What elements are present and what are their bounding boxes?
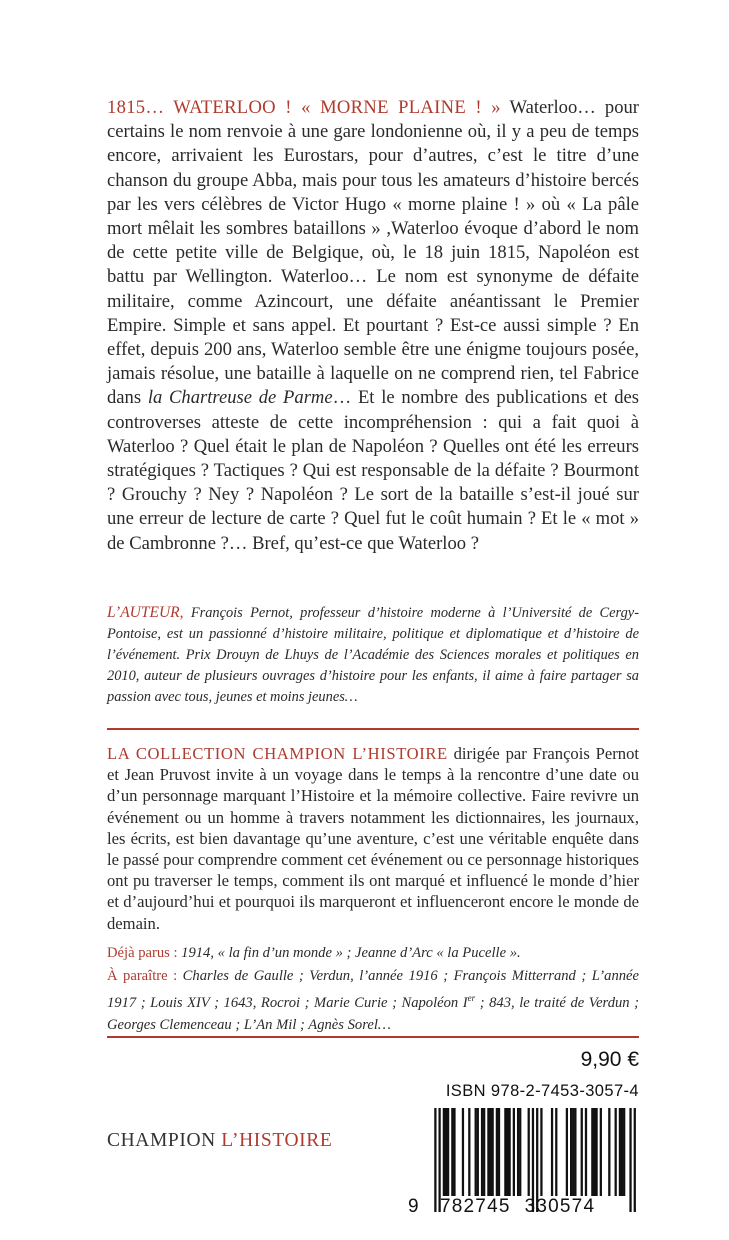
barcode-bar (477, 1108, 479, 1196)
barcode-bar (555, 1108, 557, 1196)
barcode-right-digits: 330574 (524, 1196, 596, 1217)
collection-description (107, 743, 639, 934)
already-published-titles: 1914, « la fin d’un monde » ; Jeanne d’Arc « la Pucelle ». (177, 945, 521, 961)
barcode-left-digits: 782745 (440, 1196, 511, 1217)
divider-rule (107, 1036, 639, 1038)
barcode-bar (615, 1108, 617, 1196)
barcode-bar (451, 1108, 453, 1196)
barcode-first-digit: 9 (408, 1196, 420, 1217)
barcode-bar (566, 1108, 568, 1196)
brand-champion: CHAMPION (107, 1130, 222, 1151)
forthcoming-label: À paraître : (107, 967, 178, 984)
barcode-bar (468, 1108, 470, 1196)
barcode-bar (595, 1108, 597, 1196)
barcode-bar (498, 1108, 500, 1196)
publisher-brand (107, 1130, 332, 1152)
already-published-label: Déjà parus : (107, 945, 178, 961)
barcode-bar (492, 1108, 494, 1196)
barcode-bar (487, 1108, 489, 1196)
barcode-bar (506, 1108, 508, 1196)
collection-text: dirigée par François Pernot et Jean Pruvost invite à un voyage dans le temps à la rencontre d’une date ou d’un personnage marquant l’Histoire et la mémoire collective. Faire revivre un événement ou un homme à travers notamment les dictionnaires, les journaux, les écrits, est bien davantage qu’une aventure, c’est une véritable enquête dans le passé pour comprendre comment cet événement ou ce personnage historiques ont pu traverser le temps, comment ils ont marqué et influencé le monde d’hier et d’aujourd’hui et pourquoi ils marqueront et influenceront encore le monde de demain. (107, 744, 640, 933)
barcode-bar (519, 1108, 521, 1196)
barcode-bar (504, 1108, 506, 1196)
barcode-bar (481, 1108, 483, 1196)
barcode-bar (528, 1108, 530, 1196)
author-heading: L’AUTEUR, (107, 604, 184, 621)
barcode-bar (608, 1108, 610, 1196)
forthcoming-superscript: er (467, 993, 476, 1003)
barcode-bar (574, 1108, 576, 1196)
isbn-label: ISBN 978-2-7453-3057-4 (445, 1082, 639, 1100)
barcode-bar (447, 1108, 449, 1196)
forthcoming-titles-part1: Charles de Gaulle ; Verdun, l’année 1916 ; François Mitterrand ; L’année 1917 ; Louis XIV ; 1643, Rocroi ; Marie Curie ; Napoléon I (107, 967, 639, 1011)
barcode-bar (443, 1108, 445, 1196)
barcode-bar (475, 1108, 477, 1196)
barcode-bar (621, 1108, 623, 1196)
collection-heading: LA COLLECTION CHAMPION L’HISTOIRE (107, 744, 448, 763)
back-cover-intro (107, 96, 639, 556)
forthcoming-titles-part2: ; 843, le traité de Verdun ; Georges Clemenceau ; L’An Mil ; Agnès Sorel… (107, 994, 640, 1034)
barcode-bar (496, 1108, 498, 1196)
barcode-bar (572, 1108, 574, 1196)
divider-rule (107, 728, 639, 730)
barcode-bar (517, 1108, 519, 1196)
intro-text-part1: Waterloo… pour certains le nom renvoie à une gare londonienne où, il y a peu de temps encore, arrivaient les Eurostars, pour d’autres, c’est le titre d’une chanson du groupe Abba, mais pour tous les amateurs d’histoire bercés par les vers célèbres de Victor Hugo « morne plaine ! » où « La pâle mort mêlait les sombres bataillons » ,Waterloo évoque d’abord le nom de cette petite ville de Belgique, où, le 18 juin 1815, Napoléon est battu par Wellington. Waterloo… Le nom est synonyme de défaite militaire, comme Azincourt, une défaite anéantissant le Premier Empire. Simple et sans appel. Et pourtant ? Est-ce aussi simple ? En effet, depuis 200 ans, Waterloo semble être une énigme toujours posée, jamais résolue, une bataille à laquelle on ne comprend rien, tel Fabrice dans (107, 97, 639, 409)
barcode-bar (508, 1108, 510, 1196)
barcode-bar (600, 1108, 602, 1196)
barcode-bar (623, 1108, 625, 1196)
brand-histoire: L’HISTOIRE (221, 1130, 333, 1151)
barcode-bar (619, 1108, 621, 1196)
barcode-bar (581, 1108, 583, 1196)
author-bio (107, 602, 639, 708)
barcode-bar (591, 1108, 593, 1196)
barcode-digits (408, 1196, 648, 1218)
barcode-bar (540, 1108, 542, 1196)
barcode-bar (483, 1108, 485, 1196)
barcode-bar (551, 1108, 553, 1196)
barcode-bar (489, 1108, 491, 1196)
forthcoming (107, 965, 639, 1037)
barcode-bar (585, 1108, 587, 1196)
barcode-bar (570, 1108, 572, 1196)
barcode-bar (593, 1108, 595, 1196)
intro-text-part2: … Et le nombre des publications et des controverses atteste de cette incompréhension : qui a fait quoi à Waterloo ? Quel était le plan de Napoléon ? Quelles ont été les erreurs stratégiques ? Tactiques ? Qui est responsable de la défaite ? Bourmont ? Grouchy ? Ney ? Napoléon ? Le sort de la bataille s’est-il joué sur une erreur de lecture de carte ? Quel fut le coût humain ? Et le « mot » de Cambronne ?… Bref, qu’est-ce que Waterloo ? (107, 387, 639, 554)
author-text: François Pernot, professeur d’histoire moderne à l’Université de Cergy-Pontoise, est un passionné d’histoire militaire, politique et diplomatique et d’histoire de l’événement. Prix Drouyn de Lhuys de l’Académie des Sciences morales et politiques en 2010, auteur de plusieurs ouvrages d’histoire pour les enfants, il aime à faire partager sa passion avec tous, jeunes et moins jeunes… (107, 605, 639, 705)
already-published (107, 942, 639, 965)
intro-book-title: la Chartreuse de Parme (147, 387, 333, 409)
barcode-bar (445, 1108, 447, 1196)
barcode-bar (453, 1108, 455, 1196)
barcode-bar (513, 1108, 515, 1196)
barcode-bar (462, 1108, 464, 1196)
price-label: 9,90 € (580, 1048, 639, 1071)
intro-headline: 1815… WATERLOO ! « MORNE PLAINE ! » (107, 97, 501, 118)
series-list (107, 942, 639, 1037)
